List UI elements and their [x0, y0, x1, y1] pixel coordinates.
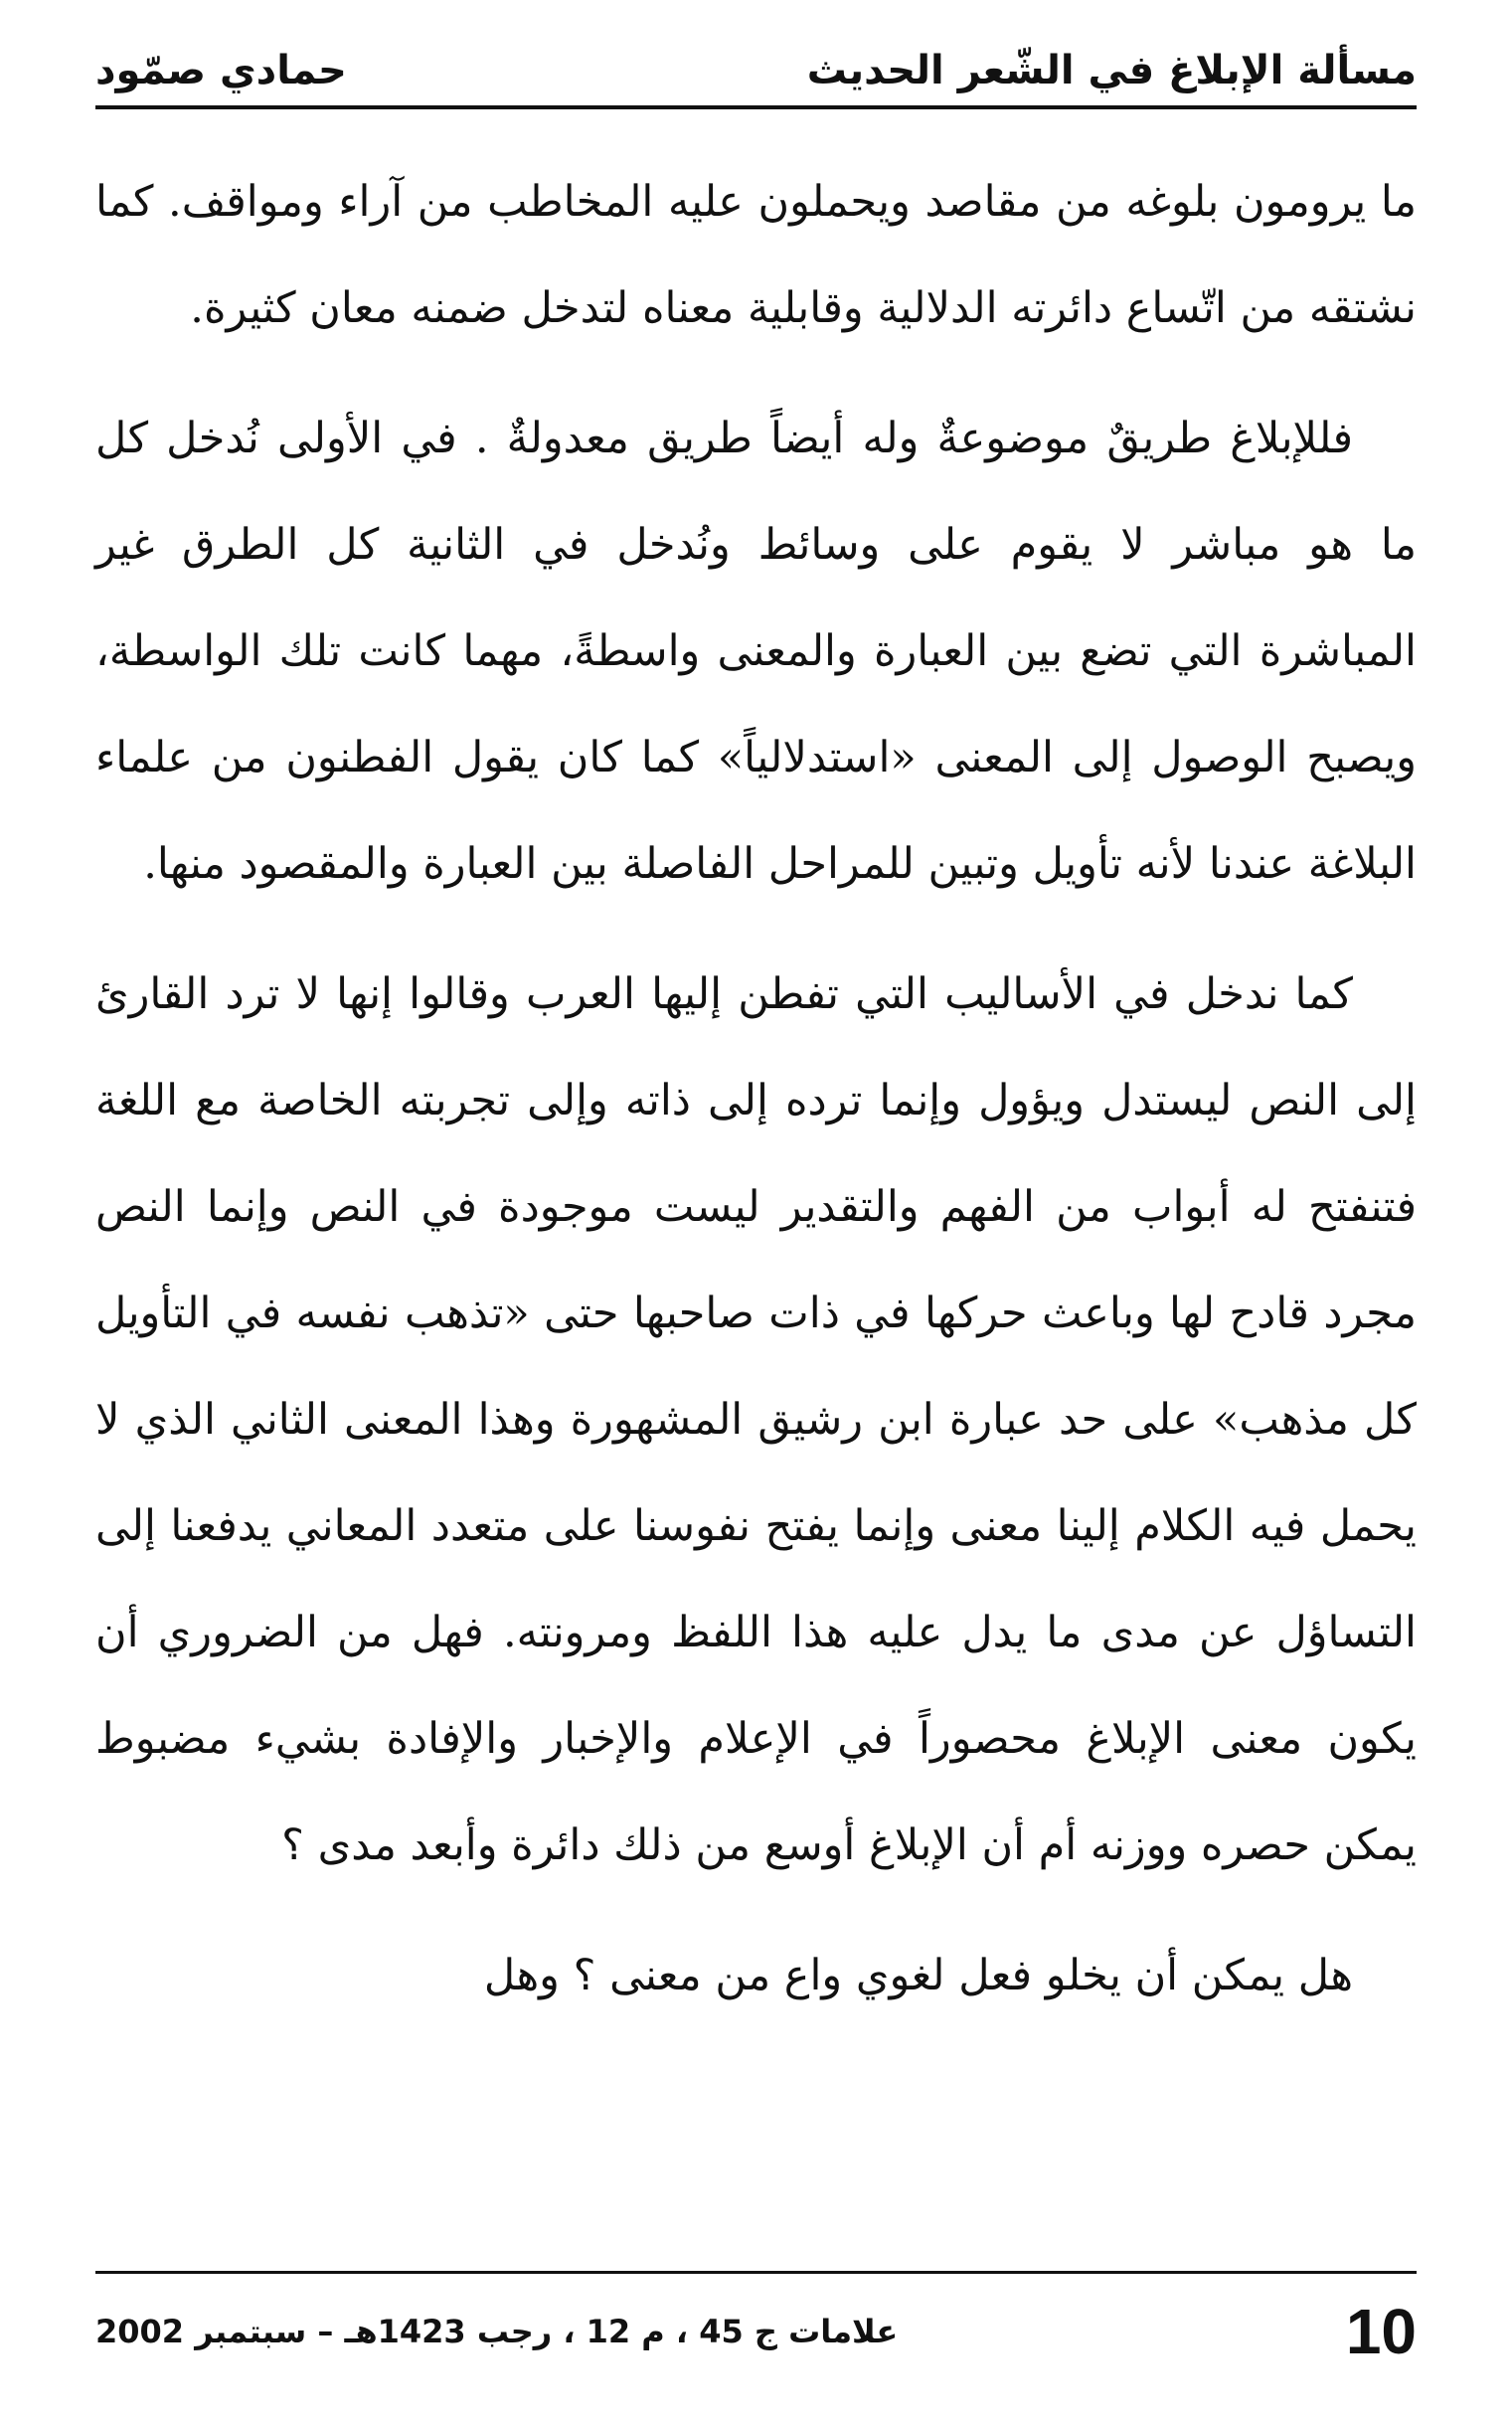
footer-rule: [95, 2271, 1417, 2274]
paragraph-1: ما يرومون بلوغه من مقاصد ويحملون عليه المخاطب من آراء ومواقف. كما نشتقه من اتّساع دائرته الدلالية وقابلية معناه لتدخل ضمنه معان كثيرة.: [95, 177, 1417, 333]
journal-citation: علامات ج 45 ، م 12 ، رجب 1423هـ – سبتمبر 2002: [95, 2313, 899, 2350]
page-number: 10: [1345, 2296, 1417, 2367]
body-text: [95, 149, 1417, 2053]
paragraph-4: هل يمكن أن يخلو فعل لغوي واع من معنى ؟ وهل: [483, 1951, 1353, 2000]
running-header: [95, 36, 1417, 105]
running-author: حمادي صمّود: [95, 48, 347, 93]
running-title: مسألة الإبلاغ في الشّعر الحديث: [806, 48, 1417, 93]
paragraph-3: كما ندخل في الأساليب التي تفطن إليها العرب وقالوا إنها لا ترد القارئ إلى النص ليستدل ويؤول وإنما ترده إلى ذاته وإلى تجربته الخاصة مع اللغة فتنفتح له أبواب من الفهم والتقدير ليست موجودة في النص وإنما النص مجرد قادح لها وباعث حركها في ذات صاحبها حتى «تذهب نفسه في التأويل كل مذهب» على حد عبارة ابن رشيق المشهورة وهذا المعنى الثاني الذي لا يحمل فيه الكلام إلينا معنى وإنما يفتح نفوسنا على متعدد المعاني يدفعنا إلى التساؤل عن مدى ما يدل عليه هذا اللفظ ومرونته. فهل من الضروري أن يكون معنى الإبلاغ محصوراً في الإعلام والإخبار والإفادة بشيء مضبوط يمكن حصره ووزنه أم أن الإبلاغ أوسع من ذلك دائرة وأبعد مدى ؟: [95, 969, 1417, 1870]
page-footer: [95, 2287, 1417, 2376]
paragraph-2: فللإبلاغ طريقٌ موضوعةٌ وله أيضاً طريق معدولةٌ . في الأولى نُدخل كل ما هو مباشر لا يقوم على وسائط ونُدخل في الثانية كل الطرق غير المباشرة التي تضع بين العبارة والمعنى واسطةً، مهما كانت تلك الواسطة، ويصبح الوصول إلى المعنى «استدلالياً» كما كان يقول الفطنون من علماء البلاغة عندنا لأنه تأويل وتبين للمراحل الفاصلة بين العبارة والمقصود منها.: [95, 414, 1417, 889]
header-rule: [95, 105, 1417, 109]
